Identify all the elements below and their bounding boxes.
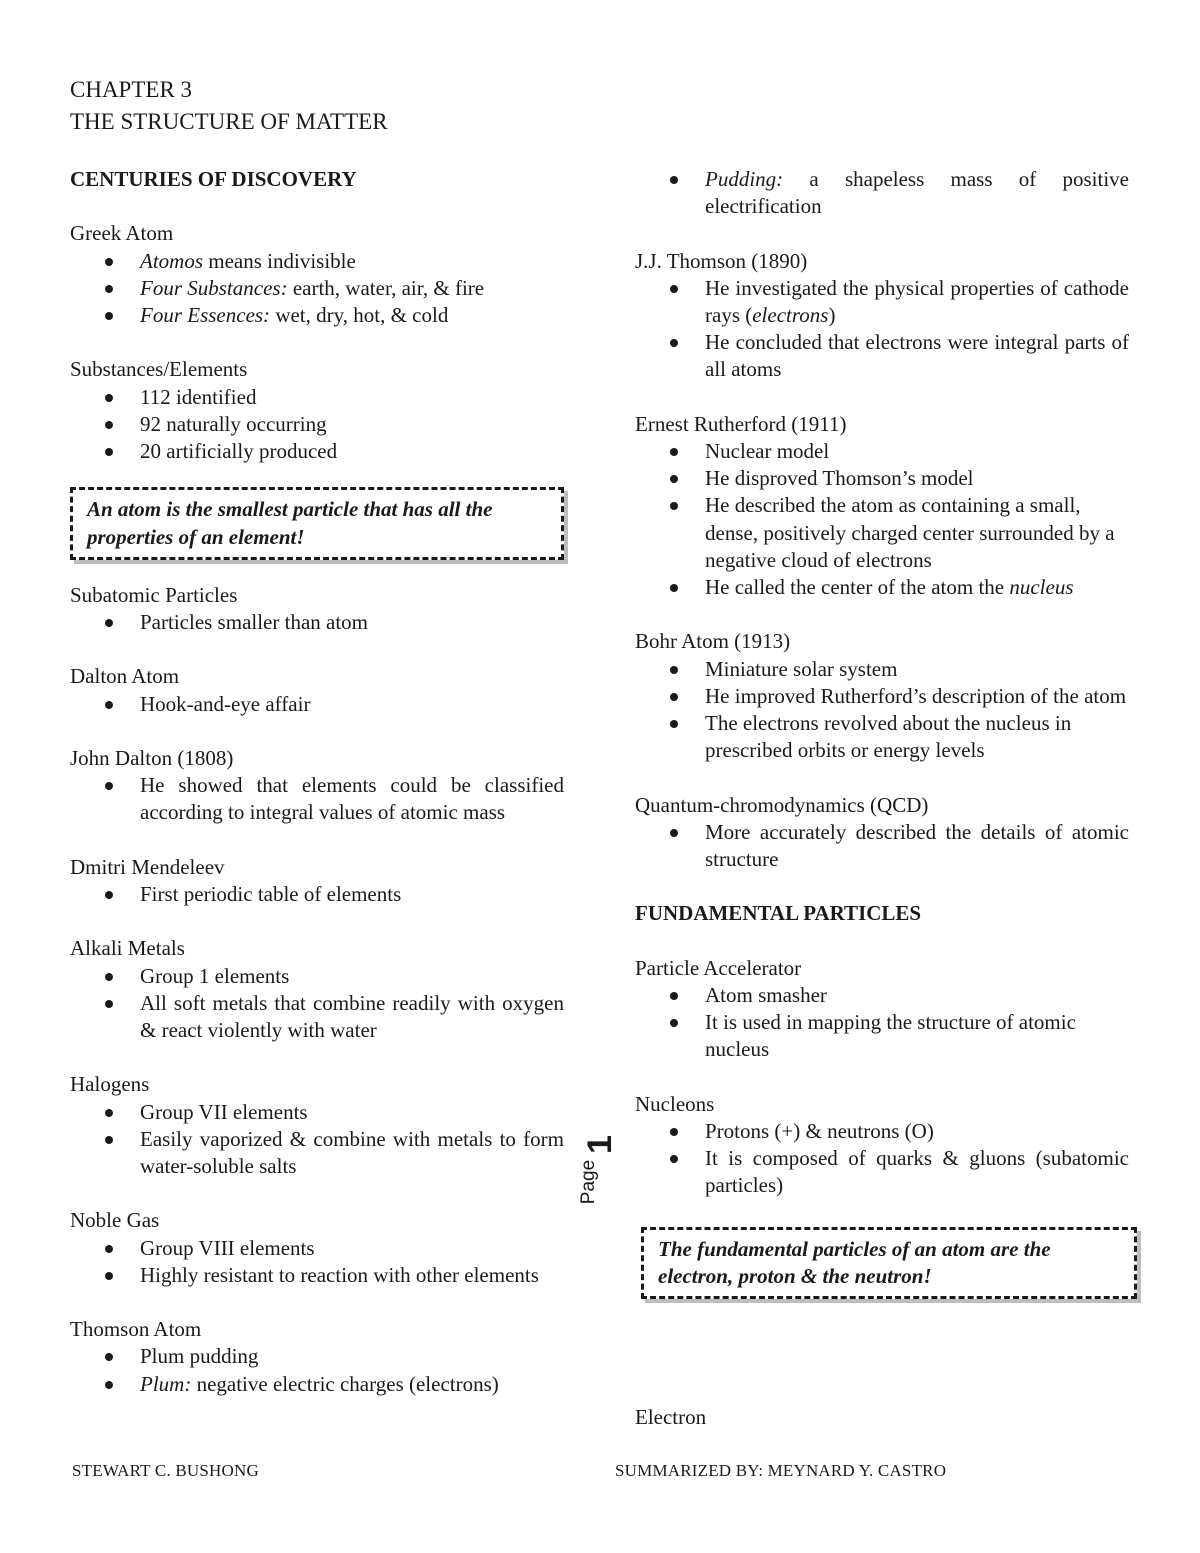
chapter-label: CHAPTER 3 [70,77,193,102]
list-item: More accurately described the details of atomic structure [705,819,1129,873]
accelerator-heading: Particle Accelerator [635,955,802,980]
accelerator-block [635,955,1129,1064]
list-item: Atomos means indivisible [140,248,564,275]
greek-atom-heading: Greek Atom [70,221,174,246]
list-item: Four Essences: wet, dry, hot, & cold [140,302,564,329]
list-item: 92 naturally occurring [140,411,564,438]
rutherford-block [635,411,1129,601]
page-number-marker [573,1135,633,1207]
chapter-title: THE STRUCTURE OF MATTER [70,109,388,134]
john-dalton-heading: John Dalton (1808) [70,745,234,770]
substances-list [70,384,564,466]
left-column [70,166,564,1425]
substances-heading: Substances/Elements [70,357,248,382]
list-item: Pudding: a shapeless mass of positive electrification [705,166,1129,220]
rutherford-heading: Ernest Rutherford (1911) [635,411,847,436]
list-item: Particles smaller than atom [140,609,564,636]
spacer [635,1321,1129,1404]
list-item: Four Substances: earth, water, air, & fire [140,275,564,302]
greek-atom-list [70,248,564,330]
nucleons-heading: Nucleons [635,1091,715,1116]
list-item: Group VIII elements [140,1235,564,1262]
list-item: Nuclear model [705,438,1129,465]
list-item: It is used in mapping the structure of atomic nucleus [705,1009,1129,1063]
list-item: 112 identified [140,384,564,411]
thomson-atom-heading: Thomson Atom [70,1317,202,1342]
qcd-heading: Quantum-chromodynamics (QCD) [635,792,929,817]
list-item: He investigated the physical properties of cathode rays (electrons) [705,275,1129,329]
list-item: Group 1 elements [140,963,564,990]
subatomic-block [70,582,564,636]
list-item: The electrons revolved about the nucleus in prescribed orbits or energy levels [705,710,1129,764]
list-item: He called the center of the atom the nucleus [705,574,1129,601]
page-header [70,74,388,138]
right-column [635,166,1129,1431]
section-title-fundamental: FUNDAMENTAL PARTICLES [635,901,922,926]
list-item: Miniature solar system [705,656,1129,683]
footer-summarizer: SUMMARIZED BY: MEYNARD Y. CASTRO [615,1461,947,1480]
list-item: He described the atom as containing a small, dense, positively charged center surrounded by a negative cloud of electrons [705,492,1129,574]
atom-definition-callout: An atom is the smallest particle that has all the properties of an element! [70,487,564,559]
list-item: Plum pudding [140,1343,564,1370]
list-item: Hook-and-eye affair [140,691,564,718]
section-title-discovery: CENTURIES OF DISCOVERY [70,167,357,191]
list-item: Protons (+) & neutrons (O) [705,1118,1129,1145]
list-item: All soft metals that combine readily with oxygen & react violently with water [140,990,564,1044]
substances-block [70,356,564,465]
subatomic-heading: Subatomic Particles [70,582,238,607]
mendeleev-heading: Dmitri Mendeleev [70,854,225,879]
thomson-atom-block [70,1316,564,1398]
list-item: It is composed of quarks & gluons (subatomic particles) [705,1145,1129,1199]
list-item: Highly resistant to reaction with other elements [140,1262,564,1289]
dalton-atom-heading: Dalton Atom [70,664,180,689]
jj-thomson-block [635,248,1129,384]
nucleons-block [635,1091,1129,1200]
mendeleev-block [70,854,564,908]
noble-gas-block [70,1207,564,1289]
page-number: 1 [580,1135,619,1154]
list-item: First periodic table of elements [140,881,564,908]
list-item: Atom smasher [705,982,1129,1009]
list-item: 20 artificially produced [140,438,564,465]
list-item: He concluded that electrons were integral parts of all atoms [705,329,1129,383]
list-item: He showed that elements could be classified according to integral values of atomic mass [140,772,564,826]
halogens-block [70,1071,564,1180]
footer-author: STEWART C. BUSHONG [72,1461,259,1480]
alkali-heading: Alkali Metals [70,936,185,961]
jj-thomson-heading: J.J. Thomson (1890) [635,248,808,273]
list-item: Plum: negative electric charges (electrons) [140,1371,564,1398]
list-item: Group VII elements [140,1099,564,1126]
qcd-block [635,792,1129,874]
page-word: Page [578,1159,600,1205]
list-item: Easily vaporized & combine with metals to form water-soluble salts [140,1126,564,1180]
electron-heading: Electron [635,1405,707,1430]
bohr-block [635,628,1129,764]
alkali-block [70,935,564,1044]
fundamental-particles-callout: The fundamental particles of an atom are the electron, proton & the neutron! [641,1227,1137,1299]
greek-atom-block [70,220,564,329]
list-item: He improved Rutherford’s description of the atom [705,683,1129,710]
list-item: He disproved Thomson’s model [705,465,1129,492]
bohr-heading: Bohr Atom (1913) [635,629,791,654]
john-dalton-block [70,745,564,827]
halogens-heading: Halogens [70,1072,150,1097]
pudding-block [635,166,1129,220]
noble-gas-heading: Noble Gas [70,1208,160,1233]
dalton-atom-block [70,663,564,717]
